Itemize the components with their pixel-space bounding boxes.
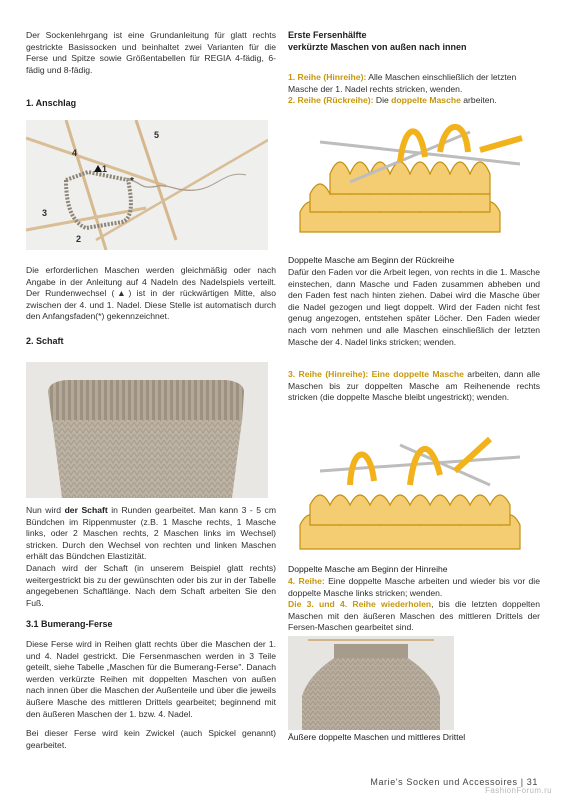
reihe-1: [288, 72, 540, 95]
reihe-3: [288, 369, 540, 404]
caption-1-block: [288, 255, 540, 267]
sock-shaft-illustration: [26, 362, 268, 498]
needles-illustration: [26, 120, 268, 250]
schaft-text-2: Danach wird der Schaft (in unserem Beispiel glatt rechts) weitergestrickt bis zu der gewünschten oder bis zur in der Tabelle angegebenen Schaftlänge. Nach dem Schaft arbeiten Sie den Fuß.: [26, 562, 276, 608]
reihe-2-end: arbeiten.: [460, 95, 497, 106]
schaft-text-a: Nun wird: [26, 505, 65, 515]
schaft-bold: der Schaft: [64, 505, 108, 515]
photo-needles-cast-on: [26, 120, 268, 250]
heading-bumerang-ferse: 3.1 Bumerang-Ferse: [26, 619, 113, 629]
subheading-verkuerzte-maschen: verkürzte Maschen von außen nach innen: [288, 41, 467, 52]
label-needle-4: 4: [72, 148, 78, 158]
footer-text: Marie's Socken und Accessoires | 31: [370, 777, 538, 787]
knitting-diagram-1: [290, 112, 538, 248]
watermark-text: FashionForum.ru: [485, 786, 552, 795]
schaft-paragraph: [26, 505, 276, 609]
reihe-4-text: Eine doppelte Masche arbeiten und wieder bis vor die doppelte Masche links stricken; wenden.: [288, 576, 540, 598]
reihe-2-text: Die: [373, 95, 392, 106]
caption-aeussere-maschen: Äußere doppelte Maschen und mittleres Drittel: [288, 732, 466, 742]
schaft-text-1: [26, 505, 276, 563]
intro-paragraph: [26, 30, 276, 76]
reihe-1-label: 1. Reihe (Hinreihe):: [288, 72, 367, 82]
reihe-1-text: Alle Maschen einschließlich der letzten Masche der 1. Nadel rechts stricken, wenden.: [288, 72, 517, 94]
label-needle-5: 5: [154, 130, 160, 140]
reihe-3-block: [288, 369, 540, 404]
ferse-text-2: Bei dieser Ferse wird kein Zwickel (auch Spickel genannt) gearbeitet.: [26, 728, 276, 750]
anschlag-text: Die erforderlichen Maschen werden gleichmäßig oder nach Angabe in der Anleitung auf 4 Nadeln des Nadelspiels verteilt. Der Rundenwechsel (▲) ist in der rückwärtigen Mitte, also zwischen der 4. und 1. Nadel. Diese Stelle ist automatisch durch den Anfangsfaden(*) gekennzeichnet.: [26, 265, 276, 322]
reihe-5-label: Die 3. und 4. Reihe wiederholen: [288, 599, 432, 610]
erste-fersenhaelfte-heading: [288, 30, 540, 53]
reihe-3-text: arbeiten, dann alle Maschen bis zur doppelten Masche am Reihenende rechts stricken (die doppelte Masche bleibt ungestrickt); wenden.: [288, 369, 540, 403]
label-anfangsfaden: *: [130, 176, 134, 187]
photo-heel-middle-third: [288, 636, 454, 730]
heel-illustration: [288, 636, 454, 730]
anschlag-paragraph: [26, 265, 276, 323]
reihe-2-bold: doppelte Masche: [391, 95, 461, 106]
section-schaft-heading: [26, 336, 276, 348]
reihe-1-2-block: [288, 72, 540, 107]
doppelte-masche-paragraph: [288, 267, 540, 348]
photo-sock-shaft: [26, 362, 268, 498]
knitting-diagram-2: [290, 425, 538, 558]
heading-erste-fersenhaelfte: Erste Fersenhälfte: [288, 30, 367, 40]
diagram-double-stitch-backrow: [290, 112, 538, 248]
label-needle-3: 3: [42, 208, 48, 218]
label-needle-1: 1: [102, 164, 108, 174]
caption-2-block: [288, 564, 540, 576]
reihe-5-text: , bis die letzten doppelten Maschen mit den äußeren Maschen des mittleren Drittels der Fersen-Maschen gearbeitet sind.: [288, 599, 540, 633]
caption-3-block: [288, 732, 540, 744]
reihe-5: [288, 599, 540, 634]
ferse-paragraph: [26, 639, 276, 751]
caption-doppelte-masche-rueckreihe: Doppelte Masche am Beginn der Rückreihe: [288, 255, 455, 265]
reihe-4-label: 4. Reihe:: [288, 576, 325, 586]
ferse-text-1: Diese Ferse wird in Reihen glatt rechts über die Maschen der 1. und 4. Nadel gestrickt. Die Fersenmaschen werden in 3 Teile geteilt, siehe Tabelle „Maschen für die Bumerang-Ferse". Danach werden verkürzte Reihen mit doppelten Maschen von außen nach innen über die Maschen der Außenteile und über die jeweils äußere Masche des mittleren Drittels gearbeitet; beginnend mit den äußeren Maschen der 1. bzw. 4. Nadel.: [26, 639, 276, 719]
reihe-2-label: 2. Reihe (Rückreihe):: [288, 95, 374, 106]
label-needle-2: 2: [76, 234, 82, 244]
heading-anschlag: 1. Anschlag: [26, 98, 77, 108]
reihe-4: [288, 576, 540, 599]
schaft-text-c: in Runden gearbeitet. Man kann 3 - 5 cm Bündchen im Rippenmuster (z.B. 1 Masche rechts, 1 Masche links, oder 2 Maschen rechts, 2 Maschen links im Wechsel) stricken. Durch den Wechsel von rechten und linken Maschen erhält das Bündchen Elastizität.: [26, 505, 276, 562]
intro-text: Der Sockenlehrgang ist eine Grundanleitung für glatt rechts gestrickte Basissocken und beinhaltet zwei Varianten für die Ferse und Spitze sowie Größentabellen für REGIA 4-fädig, 6-fädig und 8-fädig.: [26, 30, 276, 75]
reihe-2: [288, 95, 540, 107]
doppelte-masche-text: Dafür den Faden vor die Arbeit legen, von rechts in die 1. Masche einstechen, dann Masche und Faden zusammen abheben und den Faden fest nach hinten ziehen. Dabei wird die Masche über die Nadel gezogen und liegt doppelt. Wird der Faden nicht fest genug angezogen, entstehen später Löcher. Den Faden wieder nach vorn nehmen und alle Maschen einschließlich der letzten Masche der 4. Nadel links stricken; wenden.: [288, 267, 540, 347]
section-anschlag-heading: [26, 98, 276, 110]
diagram-double-stitch-frontrow: [290, 425, 538, 558]
heading-schaft: 2. Schaft: [26, 336, 64, 346]
caption-doppelte-masche-hinreihe: Doppelte Masche am Beginn der Hinreihe: [288, 564, 448, 574]
reihe-3-label: 3. Reihe (Hinreihe): Eine doppelte Masche: [288, 369, 464, 379]
reihe-4-5-block: [288, 576, 540, 634]
section-bumerang-heading: [26, 619, 276, 631]
